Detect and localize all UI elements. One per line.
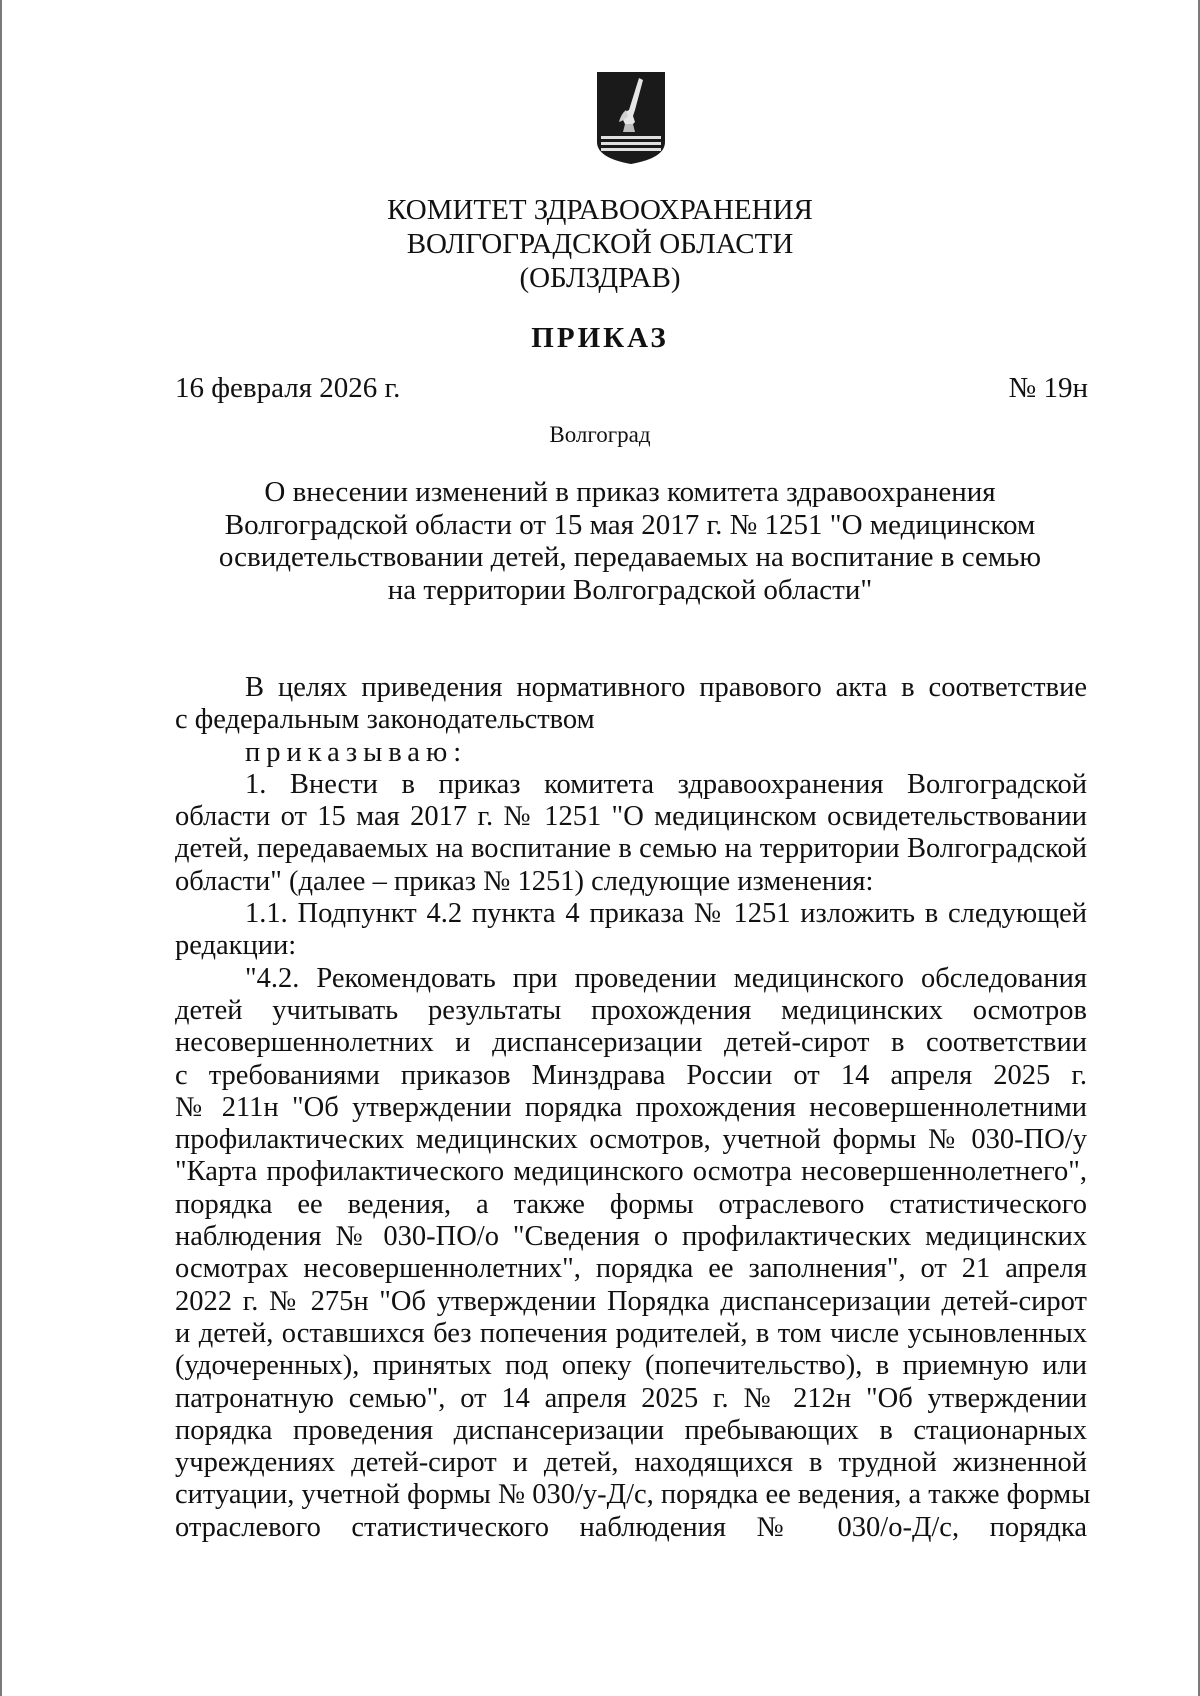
organization-name-line: (ОБЛЗДРАВ) [519,262,681,294]
body-line: ситуации, учетной формы № 030/у-Д/с, порядка ее ведения, а также формы [175,1479,1091,1511]
document-type-heading: ПРИКАЗ [531,322,669,354]
body-line: приказываю: [245,736,468,768]
document-body [175,672,1091,1544]
body-line: редакции: [175,930,297,962]
document-date: 16 февраля 2026 г. [175,372,401,404]
body-line: 1.1. Подпункт 4.2 пункта 4 приказа № 1251 изложить в следующей [245,898,1087,930]
body-line: "Карта профилактического медицинского осмотра несовершеннолетнего", [175,1156,1087,1188]
body-line: области" (далее – приказ № 1251) следующие изменения: [175,865,874,897]
document-title [0,476,1200,606]
body-line: несовершеннолетних и диспансеризации детей-сирот в соответствии [175,1027,1087,1059]
body-line: порядка ее ведения, а также формы отраслевого статистического [175,1188,1087,1220]
document-number: № 19н [1008,372,1088,404]
body-line: порядка проведения диспансеризации пребывающих в стационарных [175,1414,1087,1446]
document-city: Волгоград [549,422,651,447]
body-line: 1. Внести в приказ комитета здравоохранения Волгоградской [245,768,1087,800]
body-line: детей, передаваемых на воспитание в семью на территории Волгоградской [175,833,1087,865]
body-line: В целях приведения нормативного правового акта в соответствие [245,672,1087,703]
body-line: осмотрах несовершеннолетних", порядка ее заполнения", от 21 апреля [175,1253,1087,1285]
volgograd-coat-of-arms-emblem [595,70,667,166]
body-line: наблюдения № 030-ПО/о "Сведения о профилактических медицинских [175,1221,1087,1253]
title-line: на территории Волгоградской области" [387,573,873,606]
title-line: освидетельствовании детей, передаваемых на воспитание в семью [218,541,1042,573]
body-line: профилактических медицинских осмотров, учетной формы № 030-ПО/у [175,1124,1087,1156]
body-line: и детей, оставшихся без попечения родителей, в том числе усыновленных [175,1317,1087,1349]
organization-name-line: ВОЛГОГРАДСКОЙ ОБЛАСТИ [406,228,794,260]
body-line: № 211н "Об утверждении порядка прохождения несовершеннолетними [175,1091,1087,1123]
body-line: детей учитывать результаты прохождения медицинских осмотров [175,994,1087,1026]
title-line: О внесении изменений в приказ комитета здравоохранения [264,476,996,508]
body-line: области от 15 мая 2017 г. № 1251 "О медицинском освидетельствовании [175,801,1087,833]
organization-name [0,193,1200,295]
body-line: отраслевого статистического наблюдения № 030/о-Д/с, порядка [175,1511,1087,1543]
body-line: учреждениях детей-сирот и детей, находящихся в трудной жизненной [175,1447,1087,1479]
body-line: 2022 г. № 275н "Об утверждении Порядка диспансеризации детей-сирот [175,1285,1087,1317]
title-line: Волгоградской области от 15 мая 2017 г. № 1251 "О медицинском [224,508,1036,541]
organization-name-line: КОМИТЕТ ЗДРАВООХРАНЕНИЯ [387,194,813,226]
body-line: патронатную семью", от 14 апреля 2025 г. № 212н "Об утверждении [175,1382,1087,1414]
body-line: с требованиями приказов Минздрава России от 14 апреля 2025 г. [175,1059,1087,1091]
body-line: с федеральным законодательством [175,704,595,736]
body-line: (удочеренных), принятых под опеку (попечительство), в приемную или [175,1350,1087,1382]
body-line: "4.2. Рекомендовать при проведении медицинского обследования [245,962,1087,994]
